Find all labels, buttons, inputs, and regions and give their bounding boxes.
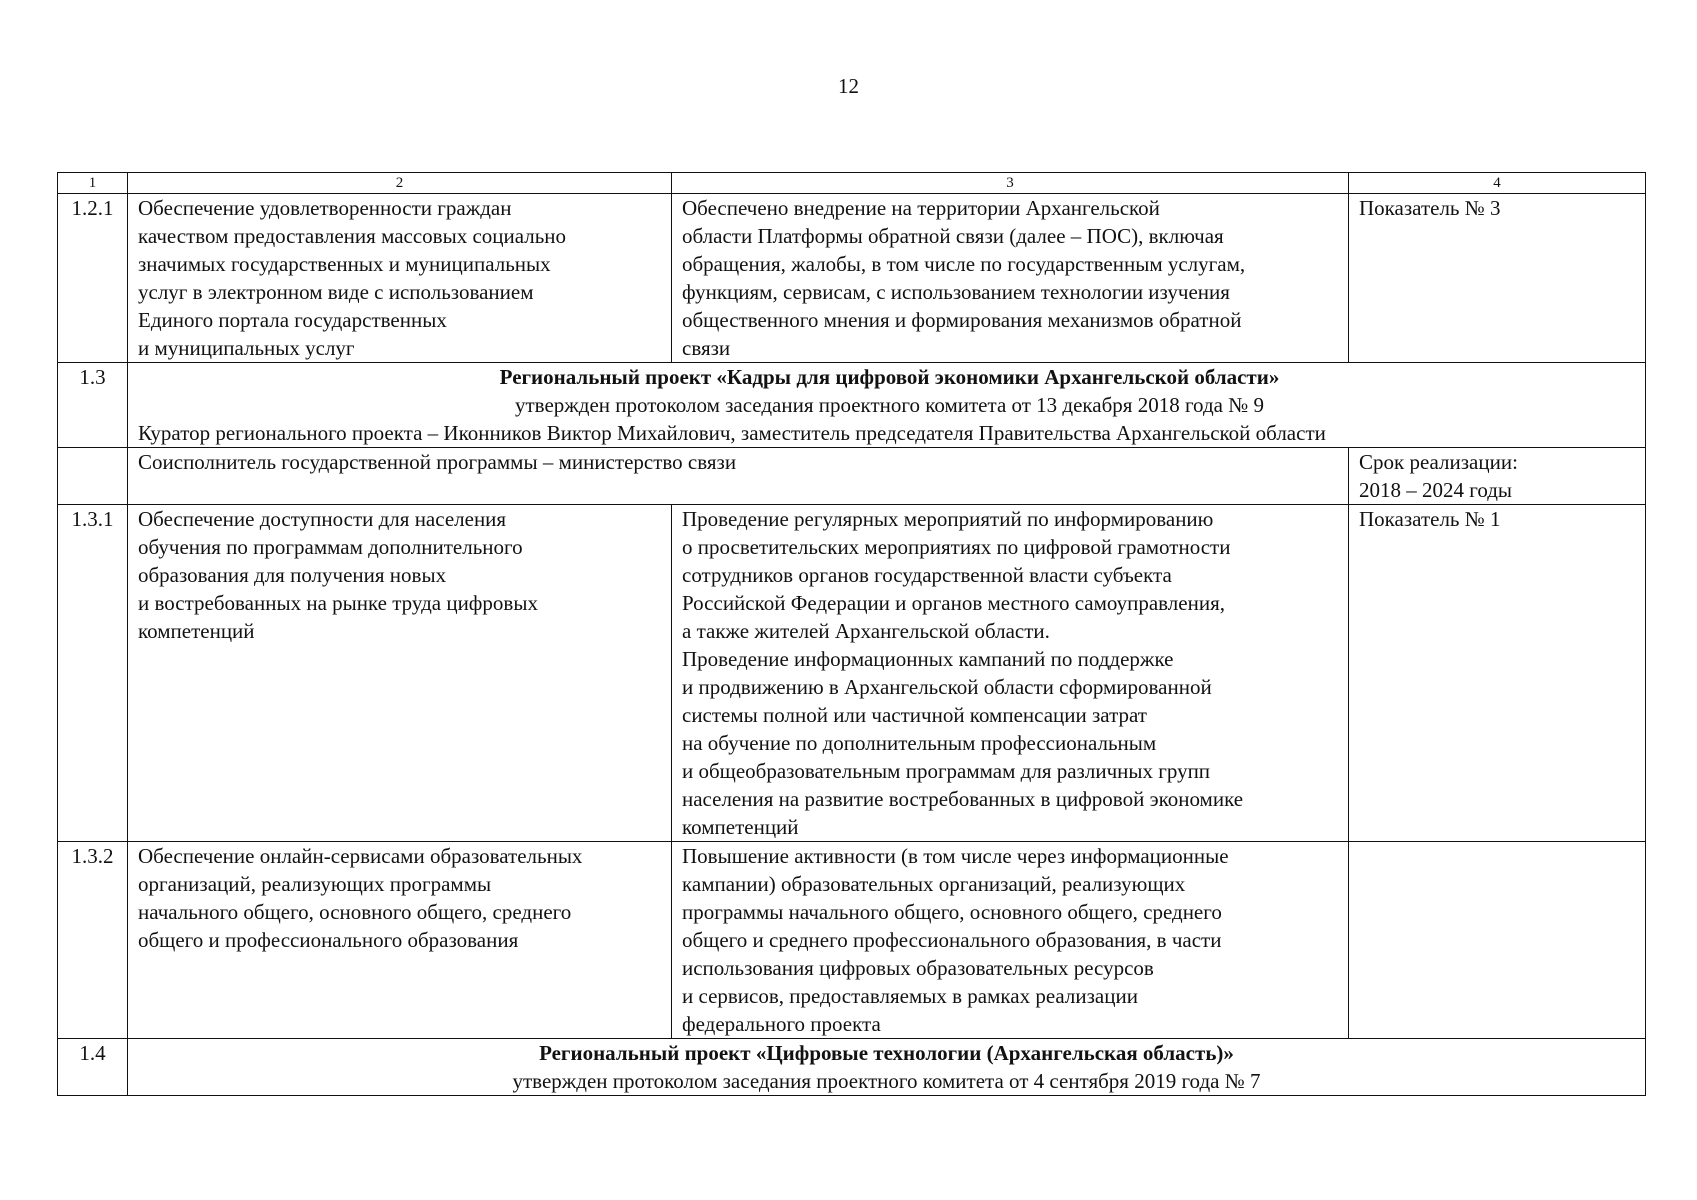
row-number: 1.4 — [58, 1039, 128, 1096]
row-number: 1.2.1 — [58, 194, 128, 363]
text-line: Проведение регулярных мероприятий по информированию — [682, 507, 1214, 531]
row-number-empty — [58, 448, 128, 505]
project-title: Региональный проект «Кадры для цифровой экономики Архангельской области» — [499, 365, 1280, 389]
text-line: функциям, сервисам, с использованием технологии изучения — [682, 280, 1230, 304]
text-line: а также жителей Архангельской области. — [682, 619, 1050, 643]
text-line: компетенций — [138, 619, 255, 643]
text-line: и общеобразовательным программам для различных групп — [682, 759, 1211, 783]
text-line: Обеспечено внедрение на территории Архангельской — [682, 196, 1160, 220]
text-line: и продвижению в Архангельской области сформированной — [682, 675, 1212, 699]
column-number-row — [58, 173, 1646, 194]
text-line: качеством предоставления массовых социально — [138, 224, 567, 248]
text-line: кампании) образовательных организаций, реализующих — [682, 872, 1186, 896]
column-header-1: 1 — [58, 173, 128, 194]
project-header-cell — [128, 363, 1646, 448]
table-row-1-2-1 — [58, 194, 1646, 363]
text-line: Обеспечение доступности для населения — [138, 507, 507, 531]
result-cell — [672, 194, 1349, 363]
coexecutor-cell: Соисполнитель государственной программы – министерство связи — [128, 448, 1349, 505]
text-line: программы начального общего, основного общего, среднего — [682, 900, 1222, 924]
text-line: общего и профессионального образования — [138, 928, 519, 952]
project-approval: утвержден протоколом заседания проектного комитета от 4 сентября 2019 года № 7 — [512, 1069, 1261, 1093]
text-line: образования для получения новых — [138, 563, 447, 587]
text-line: и муниципальных услуг — [138, 336, 355, 360]
term-label: Срок реализации: — [1359, 450, 1518, 474]
table-row-coexecutor — [58, 448, 1646, 505]
row-number: 1.3 — [58, 363, 128, 448]
text-line: общего и среднего профессионального образования, в части — [682, 928, 1222, 952]
result-cell — [672, 842, 1349, 1039]
text-line: и востребованных на рынке труда цифровых — [138, 591, 538, 615]
table-row-1-3-2 — [58, 842, 1646, 1039]
text-line: обращения, жалобы, в том числе по государственным услугам, — [682, 252, 1246, 276]
table-row-1-3 — [58, 363, 1646, 448]
text-line: области Платформы обратной связи (далее – ПОС), включая — [682, 224, 1224, 248]
program-table — [57, 172, 1646, 1096]
text-line: о просветительских мероприятиях по цифровой грамотности — [682, 535, 1231, 559]
text-line: услуг в электронном виде с использованием — [138, 280, 534, 304]
result-cell — [672, 505, 1349, 842]
text-line: связи — [682, 336, 731, 360]
term-cell — [1349, 448, 1646, 505]
text-line: Повышение активности (в том числе через информационные — [682, 844, 1229, 868]
text-line: использования цифровых образовательных ресурсов — [682, 956, 1154, 980]
task-cell — [128, 505, 672, 842]
task-cell — [128, 194, 672, 363]
indicator-cell: Показатель № 3 — [1349, 194, 1646, 363]
table-row-1-3-1 — [58, 505, 1646, 842]
column-header-4: 4 — [1349, 173, 1646, 194]
task-cell — [128, 842, 672, 1039]
text-line: сотрудников органов государственной власти субъекта — [682, 563, 1172, 587]
text-line: населения на развитие востребованных в цифровой экономике — [682, 787, 1244, 811]
text-line: Обеспечение онлайн-сервисами образовательных — [138, 844, 583, 868]
text-line: федерального проекта — [682, 1012, 881, 1036]
text-line: Обеспечение удовлетворенности граждан — [138, 196, 512, 220]
text-line: Проведение информационных кампаний по поддержке — [682, 647, 1174, 671]
column-header-2: 2 — [128, 173, 672, 194]
project-title: Региональный проект «Цифровые технологии (Архангельская область)» — [539, 1041, 1234, 1065]
project-header-cell — [128, 1039, 1646, 1096]
table-row-1-4 — [58, 1039, 1646, 1096]
row-number: 1.3.1 — [58, 505, 128, 842]
text-line: Российской Федерации и органов местного самоуправления, — [682, 591, 1225, 615]
text-line: организаций, реализующих программы — [138, 872, 492, 896]
text-line: значимых государственных и муниципальных — [138, 252, 551, 276]
text-line: системы полной или частичной компенсации затрат — [682, 703, 1147, 727]
indicator-cell: Показатель № 1 — [1349, 505, 1646, 842]
project-approval: утвержден протоколом заседания проектного комитета от 13 декабря 2018 года № 9 — [514, 393, 1264, 417]
text-line: компетенций — [682, 815, 799, 839]
indicator-cell — [1349, 842, 1646, 1039]
page-number: 12 — [838, 74, 859, 98]
text-line: Единого портала государственных — [138, 308, 447, 332]
text-line: общественного мнения и формирования механизмов обратной — [682, 308, 1242, 332]
term-value: 2018 – 2024 годы — [1359, 478, 1513, 502]
project-curator: Куратор регионального проекта – Иконников Виктор Михайлович, заместитель председателя Правительства Архангельской области — [138, 421, 1326, 445]
text-line: и сервисов, предоставляемых в рамках реализации — [682, 984, 1138, 1008]
text-line: на обучение по дополнительным профессиональным — [682, 731, 1157, 755]
text-line: обучения по программам дополнительного — [138, 535, 523, 559]
column-header-3: 3 — [672, 173, 1349, 194]
row-number: 1.3.2 — [58, 842, 128, 1039]
text-line: начального общего, основного общего, среднего — [138, 900, 572, 924]
